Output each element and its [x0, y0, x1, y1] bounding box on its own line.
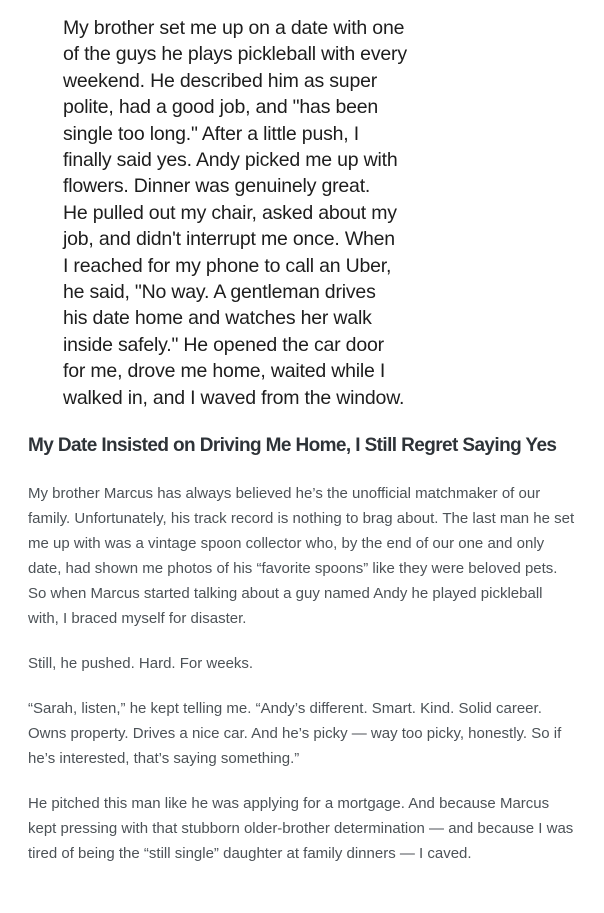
quote-line: job, and didn't interrupt me once. When [63, 228, 395, 251]
quote-line: flowers. Dinner was genuinely great. [63, 175, 371, 198]
article-paragraph: Still, he pushed. Hard. For weeks. [28, 655, 254, 673]
quote-line: single too long." After a little push, I [63, 122, 359, 145]
quote-line: for me, drove me home, waited while I [63, 360, 386, 383]
quote-line: weekend. He described him as super [63, 69, 378, 92]
quote-line: finally said yes. Andy picked me up with [63, 149, 398, 172]
quote-line: He pulled out my chair, asked about my [63, 201, 397, 224]
quote-line: walked in, and I waved from the window. [63, 386, 405, 409]
quote-line: polite, had a good job, and "has been [63, 96, 379, 119]
quote-line: I reached for my phone to call an Uber, [63, 254, 392, 277]
quote-line: inside safely." He opened the car door [63, 333, 384, 356]
quote-line: he said, "No way. A gentleman drives [63, 281, 376, 304]
article-body [0, 431, 604, 866]
quote-line: of the guys he plays pickleball with every [63, 43, 407, 66]
article-title: My Date Insisted on Driving Me Home, I Still Regret Saying Yes [28, 435, 557, 457]
article-paragraph: He pitched this man like he was applying for a mortgage. And because Marcus kept pressing with that stubborn older-brother determination — and because I was tired of being the “still single” daughter at family dinners — I caved. [28, 795, 574, 863]
article-paragraph: My brother Marcus has always believed he’s the unofficial matchmaker of our family. Unfortunately, his track record is nothing to brag about. The last man he set me up with was a vintage spoon collector who, by the end of our one and only date, had shown me photos of his “favorite spoons” like they were beloved pets. So when Marcus started talking about a guy named Andy he played pickleball with, I braced myself for disaster. [28, 485, 575, 628]
quote-line: his date home and watches her walk [63, 307, 372, 330]
article-paragraph: “Sarah, listen,” he kept telling me. “Andy’s different. Smart. Kind. Solid career. Owns property. Drives a nice car. And he’s picky — way too picky, honestly. So if he’s interested, that’s saying something.” [28, 700, 562, 768]
story-quote-image [63, 15, 604, 411]
quote-line: My brother set me up on a date with one [63, 17, 405, 39]
article-page [0, 15, 604, 913]
